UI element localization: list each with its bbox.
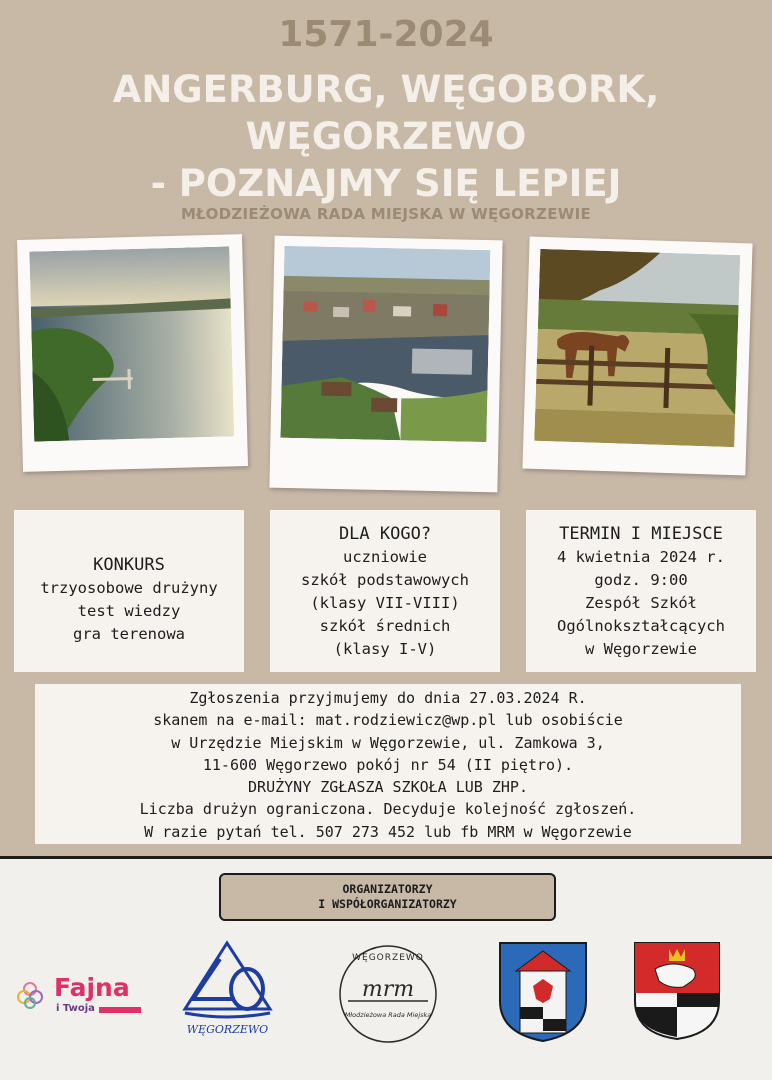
box-dla-kogo-line: (klasy I-V) (333, 639, 437, 658)
fajna-subtitle: i Twoja (56, 1003, 95, 1014)
fajna-logo (14, 969, 146, 1019)
polaroid-horse (522, 237, 752, 476)
box-konkurs-line: gra terenowa (73, 624, 185, 643)
notice-line: W razie pytań tel. 507 273 452 lub fb MRM w Węgorzewie (144, 822, 632, 841)
notice-line: w Urzędzie Miejskim w Węgorzewie, ul. Zamkowa 3, (171, 733, 605, 752)
box-konkurs (14, 510, 244, 672)
box-termin-line: w Węgorzewie (585, 639, 697, 658)
notice-line: skanem na e-mail: mat.rodziewicz@wp.pl lub osobiście (153, 711, 623, 730)
lake-aerial-photo (29, 246, 234, 441)
registration-notice (35, 684, 741, 844)
organizer-subtitle: MŁODZIEŻOWA RADA MIEJSKA W WĘGORZEWIE (180, 205, 592, 223)
sail-forty-icon (175, 939, 280, 1021)
box-konkurs-heading: KONKURS (93, 554, 165, 575)
mrm-ring-text: WĘGORZEWO (352, 953, 424, 963)
town-marina-photo (280, 246, 490, 442)
box-termin (526, 510, 756, 672)
polaroid-lake (17, 234, 248, 472)
title-line-3: - POZNAJMY SIĘ LEPIEJ (150, 162, 622, 205)
wegorzewo-logo-text: WĘGORZEWO (186, 1023, 269, 1036)
polaroid-town (269, 236, 502, 493)
box-dla-kogo-line: szkół średnich (319, 616, 451, 635)
title-line-1: ANGERBURG, WĘGOBORK, (112, 68, 660, 111)
notice-line: DRUŻYNY ZGŁASZA SZKOŁA LUB ZHP. (248, 778, 528, 797)
box-termin-line: Ogólnokształcących (557, 616, 725, 635)
box-dla-kogo-line: (klasy VII-VIII) (310, 593, 460, 612)
box-konkurs-line: trzyosobowe drużyny (40, 578, 218, 597)
notice-line: 11-600 Węgorzewo pokój nr 54 (II piętro). (202, 755, 574, 774)
county-coat-of-arms (633, 941, 721, 1041)
box-termin-line: godz. 9:00 (594, 570, 688, 589)
box-dla-kogo-heading: DLA KOGO? (338, 523, 432, 544)
box-dla-kogo-line: szkół podstawowych (301, 570, 469, 589)
organizers-label-line: ORGANIZATORZY (342, 882, 433, 896)
box-termin-heading: TERMIN I MIEJSCE (559, 523, 723, 544)
years-heading: 1571-2024 (278, 14, 494, 55)
mrm-logo (333, 939, 443, 1049)
box-termin-line: Zespół Szkół (585, 593, 697, 612)
organizers-label-line: I WSPÓŁORGANIZATORZY (318, 897, 457, 911)
mrm-bottom-text: Młodzieżowa Rada Miejska (344, 1011, 432, 1019)
box-termin-line: 4 kwietnia 2024 r. (557, 547, 725, 566)
notice-line: Liczba drużyn ograniczona. Decyduje kolejność zgłoszeń. (139, 800, 637, 819)
notice-line: Zgłoszenia przyjmujemy do dnia 27.03.2024 R. (189, 689, 587, 707)
mrm-center-text: mrm (361, 977, 415, 1002)
organizers-section (0, 856, 772, 1080)
horse-fence-photo (534, 249, 740, 447)
poster-title (0, 66, 772, 207)
fajna-title: Fajna (54, 973, 130, 1002)
tower-shield-icon (498, 941, 588, 1043)
box-dla-kogo-line: uczniowie (343, 547, 427, 566)
box-konkurs-line: test wiedzy (77, 601, 181, 620)
box-dla-kogo (270, 510, 500, 672)
wegorzewo-anniversary-logo (175, 939, 280, 1039)
town-coat-of-arms (498, 941, 588, 1043)
organizers-label (219, 873, 556, 921)
title-line-2: WĘGORZEWO (245, 115, 527, 158)
eagle-shield-icon (633, 941, 721, 1041)
